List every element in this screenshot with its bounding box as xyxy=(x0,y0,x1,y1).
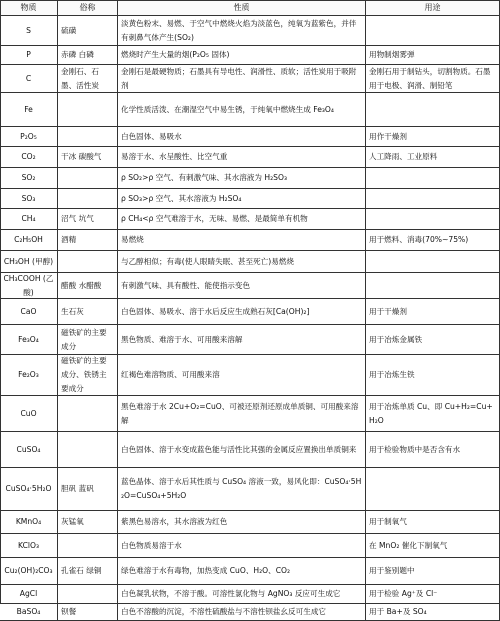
cell-usage: 用于 Ba+及 SO₄ xyxy=(366,604,500,621)
cell-common-name: 胆矾 蓝矾 xyxy=(58,468,118,511)
cell-common-name: 醋酸 水醋酸 xyxy=(58,273,118,299)
cell-common-name xyxy=(58,189,118,209)
cell-common-name xyxy=(58,93,118,127)
cell-property: 与乙醇相似；有毒(使人眼睛失眠、甚至死亡)易燃烧 xyxy=(118,251,366,273)
cell-substance: BaSO₄ xyxy=(0,604,58,621)
cell-property: ρ SO₃>ρ 空气、其水溶液为 H₂SO₄ xyxy=(118,189,366,209)
cell-substance: SO₂ xyxy=(0,168,58,189)
cell-substance: P₂O₅ xyxy=(0,127,58,147)
header-property: 性质 xyxy=(118,0,366,16)
cell-usage xyxy=(366,189,500,209)
cell-common-name: 磁铁矿的主要成分 xyxy=(58,325,118,355)
cell-common-name: 酒精 xyxy=(58,230,118,251)
cell-usage: 在 MnO₂ 催化下制氧气 xyxy=(366,534,500,558)
cell-usage xyxy=(366,468,500,511)
cell-usage: 用于干燥剂 xyxy=(366,299,500,325)
cell-usage: 金刚石用于制钻头，切割物质。石墨用于电极、润滑、制铅笔 xyxy=(366,65,500,93)
cell-property: 白色凝乳状物，不溶于酸。可溶性氯化物与 AgNO₃ 反应可生成它 xyxy=(118,585,366,604)
cell-property: ρ SO₂>ρ 空气、有刺激气味、其水溶液为 H₂SO₃ xyxy=(118,168,366,189)
cell-property: 蓝色晶体、溶于水后其性质与 CuSO₄ 溶液一致，易风化即：CuSO₄·5H₂O=CuSO₄+5H₂O xyxy=(118,468,366,511)
cell-usage: 用于鉴别题中 xyxy=(366,558,500,585)
cell-common-name xyxy=(58,251,118,273)
cell-substance: Cu₂(OH)₂CO₃ xyxy=(0,558,58,585)
cell-property: 白色固体、溶于水变成蓝色能与活性比其强的金属反应置换出单质铜来 xyxy=(118,432,366,468)
cell-property: 白色固体、易吸水、溶于水后反应生成熟石灰[Ca(OH)₂] xyxy=(118,299,366,325)
cell-common-name: 干冰 碳酸气 xyxy=(58,147,118,168)
cell-common-name xyxy=(58,585,118,604)
cell-common-name: 磁铁矿的主要成分、铁锈主要成分 xyxy=(58,355,118,396)
cell-usage: 用于冶炼金属铁 xyxy=(366,325,500,355)
cell-common-name: 金刚石、石墨、活性炭 xyxy=(58,65,118,93)
cell-common-name: 沼气 坑气 xyxy=(58,209,118,230)
cell-property: 金刚石是最硬物质；石墨具有导电性、润滑性、质软；活性炭用于吸附剂 xyxy=(118,65,366,93)
cell-substance: CuSO₄ xyxy=(0,432,58,468)
cell-common-name xyxy=(58,534,118,558)
cell-property: 白色固体、易吸水 xyxy=(118,127,366,147)
cell-substance: SO₃ xyxy=(0,189,58,209)
cell-substance: CuO xyxy=(0,396,58,432)
cell-property: 黑色难溶于水 2Cu+O₂=CuO、可被还原剂还原成单质铜、可用酸来溶解 xyxy=(118,396,366,432)
cell-usage: 用于冶炼单质 Cu、即 Cu+H₂=Cu+H₂O xyxy=(366,396,500,432)
cell-property: 白色物质易溶于水 xyxy=(118,534,366,558)
cell-common-name: 硫磺 xyxy=(58,16,118,46)
cell-usage: 用于燃料、消毒(70%~75%) xyxy=(366,230,500,251)
cell-common-name xyxy=(58,168,118,189)
cell-common-name: 生石灰 xyxy=(58,299,118,325)
cell-property: 绿色难溶于水有毒物，加热变成 CuO、H₂O、CO₂ xyxy=(118,558,366,585)
cell-usage: 用于检验物质中是否含有水 xyxy=(366,432,500,468)
cell-common-name: 赤磷 白磷 xyxy=(58,46,118,65)
cell-usage: 用作干燥剂 xyxy=(366,127,500,147)
cell-substance: C₂H₅OH xyxy=(0,230,58,251)
cell-property: 易燃烧 xyxy=(118,230,366,251)
cell-substance: C xyxy=(0,65,58,93)
cell-substance: CaO xyxy=(0,299,58,325)
cell-usage xyxy=(366,209,500,230)
cell-usage xyxy=(366,251,500,273)
cell-substance: CuSO₄·5H₂O xyxy=(0,468,58,511)
cell-common-name xyxy=(58,396,118,432)
cell-property: 易溶于水、水呈酸性、比空气重 xyxy=(118,147,366,168)
cell-substance: KMnO₄ xyxy=(0,511,58,534)
cell-property: 白色不溶酸的沉淀，不溶性硫酸盐与不溶性钡盐幺反可生成它 xyxy=(118,604,366,621)
cell-property: 燃烧时产生大量的烟(P₂O₅ 固体) xyxy=(118,46,366,65)
cell-common-name xyxy=(58,432,118,468)
cell-substance: Fe₃O₄ xyxy=(0,325,58,355)
cell-common-name: 孔雀石 绿铜 xyxy=(58,558,118,585)
cell-property: 化学性质活泼、在潮湿空气中易生锈，于纯氧中燃烧生成 Fe₃O₄ xyxy=(118,93,366,127)
cell-usage: 用于冶炼生铁 xyxy=(366,355,500,396)
cell-substance: AgCl xyxy=(0,585,58,604)
cell-substance: CH₃OH (甲醇) xyxy=(0,251,58,273)
cell-usage xyxy=(366,16,500,46)
cell-usage: 人工降雨、工业原料 xyxy=(366,147,500,168)
header-substance: 物质 xyxy=(0,0,58,16)
cell-common-name xyxy=(58,127,118,147)
cell-common-name: 灰锰氧 xyxy=(58,511,118,534)
cell-usage xyxy=(366,273,500,299)
header-common-name: 俗称 xyxy=(58,0,118,16)
cell-property: 淡黄色粉末、易燃、于空气中燃烧火焰为淡蓝色，纯氧为蓝紫色，并伴有刺鼻气体产生(SO₂) xyxy=(118,16,366,46)
cell-substance: Fe₂O₃ xyxy=(0,355,58,396)
cell-usage: 用于检验 Ag⁺及 Cl⁻ xyxy=(366,585,500,604)
cell-common-name: 钡餐 xyxy=(58,604,118,621)
cell-usage xyxy=(366,93,500,127)
cell-substance: CH₃COOH (乙酸) xyxy=(0,273,58,299)
cell-property: 黑色物质、难溶于水、可用酸来溶解 xyxy=(118,325,366,355)
cell-substance: P xyxy=(0,46,58,65)
cell-substance: S xyxy=(0,16,58,46)
cell-substance: CO₂ xyxy=(0,147,58,168)
cell-usage: 用于制氧气 xyxy=(366,511,500,534)
cell-substance: KClO₃ xyxy=(0,534,58,558)
cell-substance: CH₄ xyxy=(0,209,58,230)
cell-usage: 用物制烟雾弹 xyxy=(366,46,500,65)
cell-usage xyxy=(366,168,500,189)
cell-property: 红褐色难溶物质、可用酸来溶 xyxy=(118,355,366,396)
cell-property: 紫黑色易溶水，其水溶液为红色 xyxy=(118,511,366,534)
cell-property: ρ CH₄<ρ 空气难溶于水，无味、易燃、是最简单有机物 xyxy=(118,209,366,230)
cell-property: 有刺激气味、具有酸性、能使指示变色 xyxy=(118,273,366,299)
cell-substance: Fe xyxy=(0,93,58,127)
header-usage: 用途 xyxy=(366,0,500,16)
